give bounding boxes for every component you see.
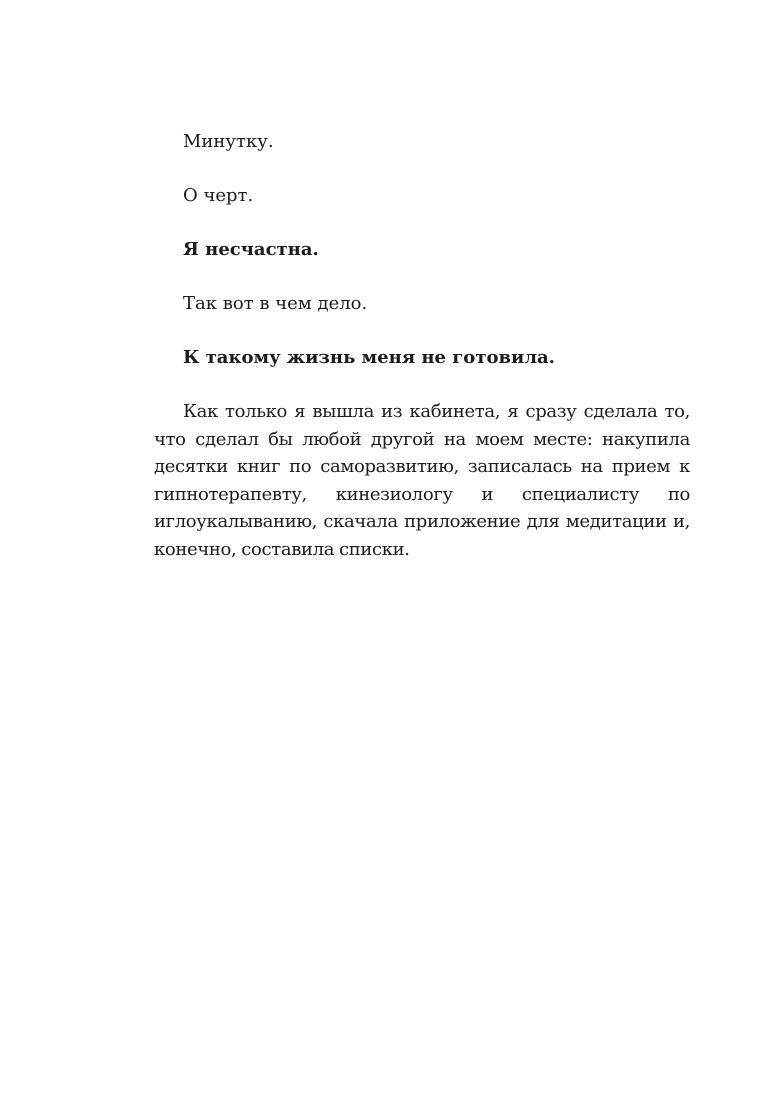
line-so-that-is-it: Так вот в чем дело. [183, 293, 368, 314]
body-paragraph: Как только я вышла из кабинета, я сразу сделала то, что сделал бы любой другой на моем месте: накупила десятки книг по саморазвитию, записалась на прием к гипнотерапевту, кинезиологу и специалисту по иглоукалыванию, скачала приложение для медитации и, конечно, составила списки. [154, 401, 690, 560]
page-text [154, 128, 690, 563]
line-unhappy: Я несчастна. [183, 239, 319, 260]
line-life-did-not-prepare: К такому жизнь меня не готовила. [183, 347, 555, 368]
line-wait: Минутку. [183, 131, 274, 152]
line-damn: О черт. [183, 185, 254, 206]
